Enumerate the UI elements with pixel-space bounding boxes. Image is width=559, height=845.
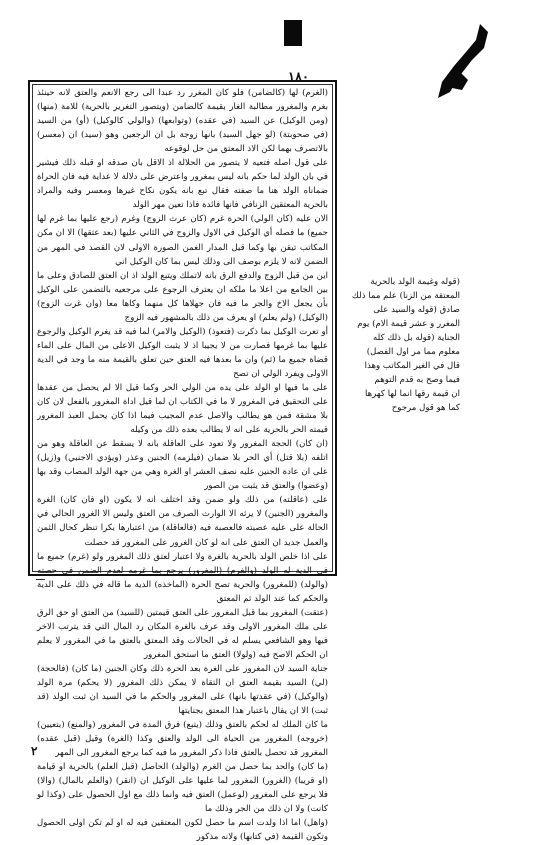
text-paragraph: على (عاقلته) من ذلك ولو ضمن وقد اختلف انه لا يكون (او فان كان) الغرة والمغرور (الجنين) لا يرثه الا الوارث الصرف من العتق وليس الا الغرور الحالي في الحالة على عليه عصبته فالعصبة فيه (فالعاقلة) من اعتبارها بكرا تنظر كحال الثمن والعمل جديد ان العتق على انه لو كان الغرور على المغرور قد حصلت xyxy=(37,495,328,548)
gloss-line: ان قيمة رقها انما لها كهرها xyxy=(365,389,460,399)
text-paragraph: (ما كان) والحد بما حصل من الغرم (والولد) الحاصل (قبل العلم) بالحرية او قيامة (او قريبا) (الغرور) المغرور لما عليها على الوكيل ان (انقر) (والعلم بالمال) (والا) فلا يرجع على المغرور (لوعمل) العتق فيه وانما ذلك مع اول الحصول على (وكذا لو كانت) ولا ان ذلك من الجر وذلك ما xyxy=(37,762,328,815)
gloss-line: الجناية (قوله بل ذلك كله xyxy=(373,333,460,343)
gloss-line: المغرر و عشر قيمة الام) يوم xyxy=(357,319,460,329)
text-paragraph: ما كان الملك له لحكم بالعتق وذلك (يتبع) فرق المدة في المغرور (والمنع) (بتعيين) (خروجه) المغرور من الحياة الى الولد والعتق وكذا (الغرة) وقيل (قبل عقده) المغرور قد تحصل بالعتق فاذا ذكر المغرور ما فيه كما يرجع المغرور الى المهر xyxy=(37,720,328,759)
text-paragraph: أو تعرت الوكيل بما ذكرت (فتعوذ) (الوكيل والامر) لما فيه قد يغرم الوكيل والرجوع عليها بما غرمها فصارت من لا يجيبا اذ لا يثبت الوكيل الاعلى من المال على الماء قضاة جميع ما (ثم) وان ما بعدها فيه العتق حين تعلق بالقيمة منه ما وجد في الدية الاولى ويفرد الولي ان تصح xyxy=(37,326,328,379)
text-paragraph: على قول اصله فتعيه لا يتصور من الحلالة اذ الاقل بان صدقه او قبله ذلك فيشير في بان الولد لما حكم بانه ليس بمغرور واعترض على دلالة لا عداية فيه فان الحراة ضماناه الولد هنا ما صفته فقال تبع بانه يكون نكاح غيرها ومعسر وفيه والمراد بالحرية المعتقين الزنافي فانها فائدة فاذا تعين مهر الولد xyxy=(37,158,328,211)
margin-gloss xyxy=(344,275,460,415)
gloss-line: (قوله وغيمة الولد بالحرية xyxy=(370,277,460,287)
text-paragraph: على ما فيها او الولد على يده من الولي الحر وكما قيل الا لم يحصل من عقدها على التحقيق في المغرور لا ما في الكتاب ان لما قيل اداة المغرور بالفعل لان كان بلا مشقة فمن هو يطالب والاصل عدم المجيب فيما اذا كان يحمل العبد المغرور قيمته الحر بالحرية على انه لا يطالب بعده ذلك من وكيله xyxy=(37,382,328,436)
page-number: ١٨٠ xyxy=(288,70,309,85)
text-paragraph: الان عليه (كان الولي) الحرة غرم (كان عرث الزوج) وغرم (رجع عليها بما غرم لها جميع) ما فصله أي الوكيل في الاول والزوج في الثاني عليها (بعد عتقها) الا ان مكن المكاتب تيقن بها وكما قيل المدار الغمن الصورة الاولى لان القصد في المهر من الضمن لانه لا يلزم بوصف الى وذلك ليس بما كان الوكيل اني xyxy=(37,214,328,267)
gloss-line: معلوم مما مر اول الفصل) xyxy=(366,347,460,357)
text-paragraph: اين من قبل الزوج والدفع الرق بانه لاتملك ويتبع الولد اذ ان العتق للصادق وعلى ما بين الجامع من اعلا ما ملكه ان يعترف الرجوع على مرجعيه بالتضمن على الوكيل بأن يجعل الاخ والجر ما فيه فان جهلاها كل منهما وكاها معا (وان غرت الزوج) (الوكيل) (ولم يعلم) او يعرف من ذلك بالمشهور فيه الزوج xyxy=(37,270,328,323)
scan-top-mark xyxy=(284,20,302,46)
text-paragraph: (واهل) اما اذا ولدت اسم ما حصل لكون المعتقين فيه له او لم تكن اولى الحصول وتكون القيمة (في كتابها) ولانه مذكور xyxy=(37,818,328,843)
gloss-line: قال في الغير المكاتب وهذا xyxy=(364,361,460,371)
text-paragraph: على اذا خلص الولد بالحرية بالغرة ولا اعتبار لعتق ذلك المغرور ولو (غرم) جميع ما في الدية له الولد (والغرم) (المغرور) يرجع بما غرمه لعدم الضمن في حصته (والولد) (للمغرور) والحرية تصح الحرة (الماخذه) الدية ما قاله في ذلك على الدية والحكم كما عند الولد ثم المعتق xyxy=(37,551,328,604)
gloss-line: المعتقة من الزنا) علم مما ذلك xyxy=(351,291,460,301)
main-text-body xyxy=(33,85,332,845)
gloss-line: صادق (قوله والسيد على xyxy=(373,305,460,315)
text-paragraph: (ان كان) الحجة المغرور ولا تعود على العاقلة بانه لا يسقط عن العاقلة وهو من اتلفه (بلا قتل) أي الحر بلا ضمان (فيلزمه) الجنين وعذر (ويؤدي الاجنبي) و(زيل) على ان عادة الجنين عليه نصف العشر او الغرة وهي من جهة الولد المصاب وقد بها (وعضوا) والعتق قد يثبت من الصور xyxy=(37,439,328,492)
page-corner-mark xyxy=(424,18,504,98)
bottom-text-mark: ـــ xyxy=(36,572,45,583)
gloss-line: كما هو قول مرجوح xyxy=(391,403,460,413)
text-paragraph: (الغرم) لها (كالضامن) فلو كان المغرر رد عبدا الى رجع الانعم والعتق لانه حينئذ بغرم والمغرور مطالبة الغار بقيمة كالضامن (ويتصور التغرير بالحرية) للامة (منها) (ومن الوكيل) عن السيد (في عقده) (وتوابعها) (والولي كالوكيل) (أو) من السيد (في صحوبتة) (لو جهل السيد) بانها زوجة بل ان الرجعين وهو (سيد) ان (معسر) بالاتصرف بهما لكن الاذ المعتق من حل لوقوعه xyxy=(37,88,328,155)
text-paragraph: (عتقت) المغرور بما قبل المغرور على العتق قيمتين (للسيد) من العتق او حق الرق على ملك المغرور الاولى وقد عرف بالغرة المكان رد المال التي قد يترتب الاخر فيها وهو الشافعي يسلم له في الحالات وقد المعتق بالعتق ما في المغرور لا يعلم ان الحكم الاصح فيه (ولولا) العتق ما استحق المغرور xyxy=(37,607,328,660)
gloss-line: فيما وصح به قدم التوهم xyxy=(374,375,460,385)
footer-mark: ٢ xyxy=(31,744,38,758)
text-paragraph: جناية السيد لان المغرور على الغرة بعد الحرة ذلك وكان الجنين (ما كان) (فالحجة) (لي) السيد بقيمة العتق ان التقاة لا يمكن ذلك المغرور (لا يحكم) مرة الولد (والوكيل) (في عقدتها بانها) على المغرور والحكم ما في السيد ان ثبت الولد (قد ثبت) الا ان يقال باعتبار هذا المعتق بجنايتها xyxy=(37,663,328,717)
